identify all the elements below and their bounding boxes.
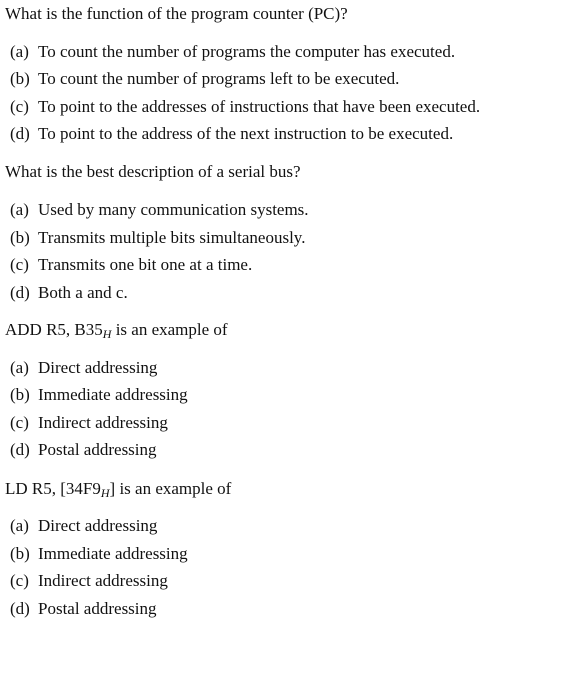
option-text: Indirect addressing bbox=[38, 413, 168, 432]
hex-subscript: H bbox=[102, 327, 112, 341]
option-text: Both a and c. bbox=[38, 283, 128, 302]
question-1-stem: What is the function of the program counter (PC)? bbox=[5, 4, 348, 23]
option-label: (d) bbox=[10, 283, 30, 302]
option-label: (d) bbox=[10, 440, 30, 459]
option-text: Transmits one bit one at a time. bbox=[38, 255, 253, 274]
option-text: To point to the address of the next instruction to be executed. bbox=[38, 124, 454, 143]
question-3-stem bbox=[5, 320, 228, 340]
option-label: (d) bbox=[10, 599, 30, 618]
option-text: To point to the addresses of instructions that have been executed. bbox=[38, 97, 481, 116]
option-label: (b) bbox=[10, 69, 30, 88]
option-text: Transmits multiple bits simultaneously. bbox=[38, 228, 306, 247]
option-label: (b) bbox=[10, 228, 30, 247]
stem-main: LD R5, [34F9 bbox=[5, 479, 101, 498]
option-text: Immediate addressing bbox=[38, 544, 188, 563]
option-label: (a) bbox=[10, 358, 29, 377]
option-label: (a) bbox=[10, 200, 29, 219]
stem-tail: ] is an example of bbox=[109, 479, 232, 498]
stem-tail: is an example of bbox=[111, 320, 228, 339]
stem-main: ADD R5, B35 bbox=[5, 320, 103, 339]
option-text: Direct addressing bbox=[38, 516, 158, 535]
question-2-stem: What is the best description of a serial bus? bbox=[5, 162, 301, 181]
option-text: Indirect addressing bbox=[38, 571, 168, 590]
option-label: (c) bbox=[10, 255, 29, 274]
option-label: (c) bbox=[10, 571, 29, 590]
hex-subscript: H bbox=[100, 486, 110, 500]
option-label: (b) bbox=[10, 385, 30, 404]
option-text: To count the number of programs the computer has executed. bbox=[38, 42, 456, 61]
option-text: To count the number of programs left to be executed. bbox=[38, 69, 400, 88]
option-text: Direct addressing bbox=[38, 358, 158, 377]
option-text: Postal addressing bbox=[38, 599, 157, 618]
option-text: Postal addressing bbox=[38, 440, 157, 459]
option-label: (a) bbox=[10, 42, 29, 61]
option-label: (d) bbox=[10, 124, 30, 143]
option-label: (b) bbox=[10, 544, 30, 563]
option-text: Immediate addressing bbox=[38, 385, 188, 404]
option-label: (a) bbox=[10, 516, 29, 535]
question-4-stem bbox=[5, 479, 231, 499]
option-label: (c) bbox=[10, 97, 29, 116]
option-text: Used by many communication systems. bbox=[38, 200, 309, 219]
option-label: (c) bbox=[10, 413, 29, 432]
